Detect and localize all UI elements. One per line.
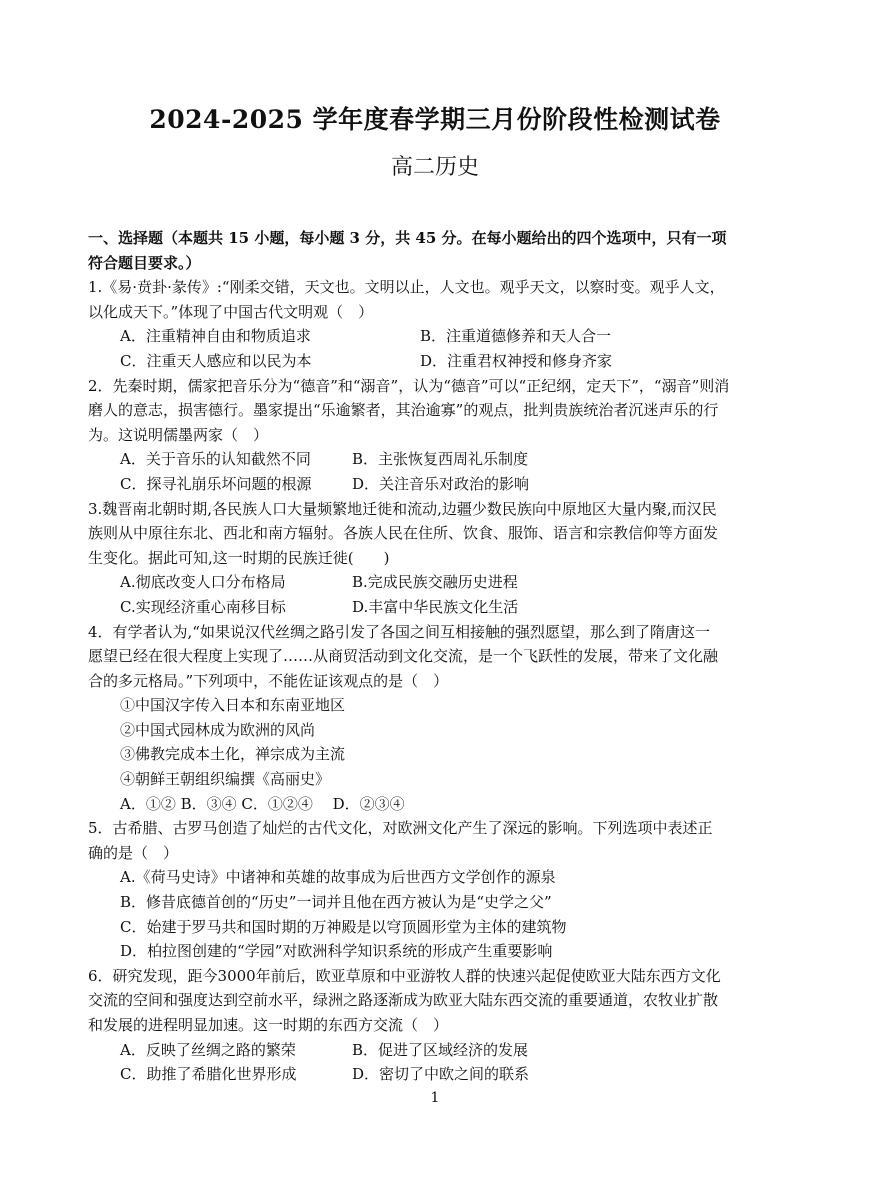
question-6 bbox=[88, 964, 788, 1087]
question-3-stem-line3: 生变化。据此可知,这一时期的民族迁徙( ) bbox=[88, 548, 390, 567]
exam-body bbox=[88, 226, 788, 1087]
question-5-option-c: C．始建于罗马共和国时期的万神殿是以穹顶圆形堂为主体的建筑物 bbox=[120, 917, 567, 936]
question-5-stem-line1: 5．古希腊、古罗马创造了灿烂的古代文化，对欧洲文化产生了深远的影响。下列选项中表述正 bbox=[88, 819, 713, 838]
question-6-stem-line2: 交流的空间和强度达到空前水平，绿洲之路逐渐成为欧亚大陆东西交流的重要通道，农牧业扩散 bbox=[88, 991, 719, 1010]
question-3-option-d: D.丰富中华民族文化生活 bbox=[352, 597, 519, 616]
question-2-option-c: C．探寻礼崩乐坏问题的根源 bbox=[120, 474, 312, 493]
question-2-option-d: D．关注音乐对政治的影响 bbox=[352, 474, 530, 493]
question-6-option-b: B．促进了区域经济的发展 bbox=[352, 1040, 529, 1059]
question-4-stem-line3: 合的多元格局。”下列项中，不能佐证该观点的是（ ） bbox=[88, 671, 449, 690]
question-5-option-b: B．修昔底德首创的“历史”一词并且他在西方被认为是“史学之父” bbox=[120, 893, 552, 912]
question-3 bbox=[88, 497, 788, 620]
question-4-item-4: ④朝鲜王朝组织编撰《高丽史》 bbox=[120, 770, 331, 789]
question-1 bbox=[88, 275, 788, 373]
question-5-option-a: A.《荷马史诗》中诸神和英雄的故事成为后世西方文学创作的源泉 bbox=[120, 868, 556, 887]
question-1-options-row2 bbox=[88, 349, 788, 374]
question-2 bbox=[88, 374, 788, 497]
question-3-option-b: B.完成民族交融历史进程 bbox=[352, 573, 518, 592]
question-3-stem-line2: 族则从中原往东北、西北和南方辐射。各族人民在住所、饮食、服饰、语言和宗教信仰等方面发 bbox=[88, 524, 719, 543]
question-3-option-a: A.彻底改变人口分布格局 bbox=[120, 573, 286, 592]
question-4-stem-line1: 4．有学者认为,“如果说汉代丝绸之路引发了各国之间互相接触的强烈愿望，那么到了隋唐这一 bbox=[88, 622, 710, 641]
question-3-stem-line1: 3.魏晋南北朝时期,各民族人口大量频繁地迁徙和流动,边疆少数民族向中原地区大量内聚,而汉民 bbox=[88, 499, 717, 518]
page-number: 1 bbox=[430, 1090, 440, 1106]
question-3-option-c: C.实现经济重心南移目标 bbox=[120, 597, 286, 616]
question-6-options-row2 bbox=[88, 1062, 788, 1087]
question-2-option-a: A．关于音乐的认知截然不同 bbox=[120, 450, 311, 469]
question-4-options: A．①② B．③④ C．①②④ D．②③④ bbox=[120, 794, 405, 813]
question-2-stem-line3: 为。这说明儒墨两家（ ） bbox=[88, 425, 269, 444]
question-2-stem-line1: 2．先秦时期，儒家把音乐分为“德音”和“溺音”，认为“德音”可以“正纪纲，定天下”，“溺音”则消 bbox=[88, 376, 730, 395]
question-1-options-row1 bbox=[88, 324, 788, 349]
section-heading-line1: 一、选择题（本题共 15 小题，每小题 3 分，共 45 分。在每小题给出的四个选项中，只有一项 bbox=[88, 229, 727, 247]
question-4 bbox=[88, 620, 788, 817]
question-6-option-d: D．密切了中欧之间的联系 bbox=[352, 1065, 530, 1084]
question-3-options-row2 bbox=[88, 595, 788, 620]
question-5 bbox=[88, 816, 788, 964]
question-1-option-d: D．注重君权神授和修身齐家 bbox=[420, 351, 613, 370]
question-1-stem-line1: 1.《易·贲卦·彖传》:“刚柔交错，天文也。文明以止，人文也。观乎天文，以察时变。观乎人文， bbox=[88, 278, 725, 297]
exam-subject: 高二历史 bbox=[390, 155, 479, 180]
question-5-stem-line2: 确的是（ ） bbox=[88, 843, 179, 862]
question-4-item-3: ③佛教完成本土化，禅宗成为主流 bbox=[120, 745, 346, 764]
question-2-stem-line2: 磨人的意志，损害德行。墨家提出“乐逾繁者，其治逾寡”的观点，批判贵族统治者沉迷声乐的行 bbox=[88, 401, 719, 420]
question-1-option-c: C．注重天人感应和以民为本 bbox=[120, 351, 312, 370]
exam-title: 2024-2025 学年度春学期三月份阶段性检测试卷 bbox=[149, 105, 721, 134]
question-6-stem-line1: 6．研究发现，距今3000年前后，欧亚草原和中亚游牧人群的快速兴起促使欧亚大陆东西方文化 bbox=[88, 966, 721, 985]
question-4-stem-line2: 愿望已经在很大程度上实现了……从商贸活动到文化交流，是一个飞跃性的发展，带来了文化融 bbox=[88, 647, 719, 666]
question-1-option-b: B．注重道德修养和天人合一 bbox=[420, 327, 612, 346]
question-6-stem-line3: 和发展的进程明显加速。这一时期的东西方交流（ ） bbox=[88, 1016, 449, 1034]
question-6-option-a: A．反映了丝绸之路的繁荣 bbox=[120, 1040, 296, 1059]
question-1-option-a: A．注重精神自由和物质追求 bbox=[120, 327, 311, 346]
question-4-item-1: ①中国汉字传入日本和东南亚地区 bbox=[120, 696, 346, 715]
question-2-options-row2 bbox=[88, 472, 788, 497]
question-3-options-row1 bbox=[88, 570, 788, 595]
section-heading-line2: 符合题目要求。） bbox=[88, 253, 201, 272]
question-5-option-d: D．柏拉图创建的“学园”对欧洲科学知识系统的形成产生重要影响 bbox=[120, 942, 553, 961]
question-4-item-2: ②中国式园林成为欧洲的风尚 bbox=[120, 720, 316, 739]
question-2-options-row1 bbox=[88, 447, 788, 472]
question-1-stem-line2: 以化成天下。”体现了中国古代文明观（ ） bbox=[88, 302, 374, 321]
question-6-options-row1 bbox=[88, 1038, 788, 1063]
question-2-option-b: B．主张恢复西周礼乐制度 bbox=[352, 450, 529, 469]
question-6-option-c: C．助推了希腊化世界形成 bbox=[120, 1065, 297, 1084]
